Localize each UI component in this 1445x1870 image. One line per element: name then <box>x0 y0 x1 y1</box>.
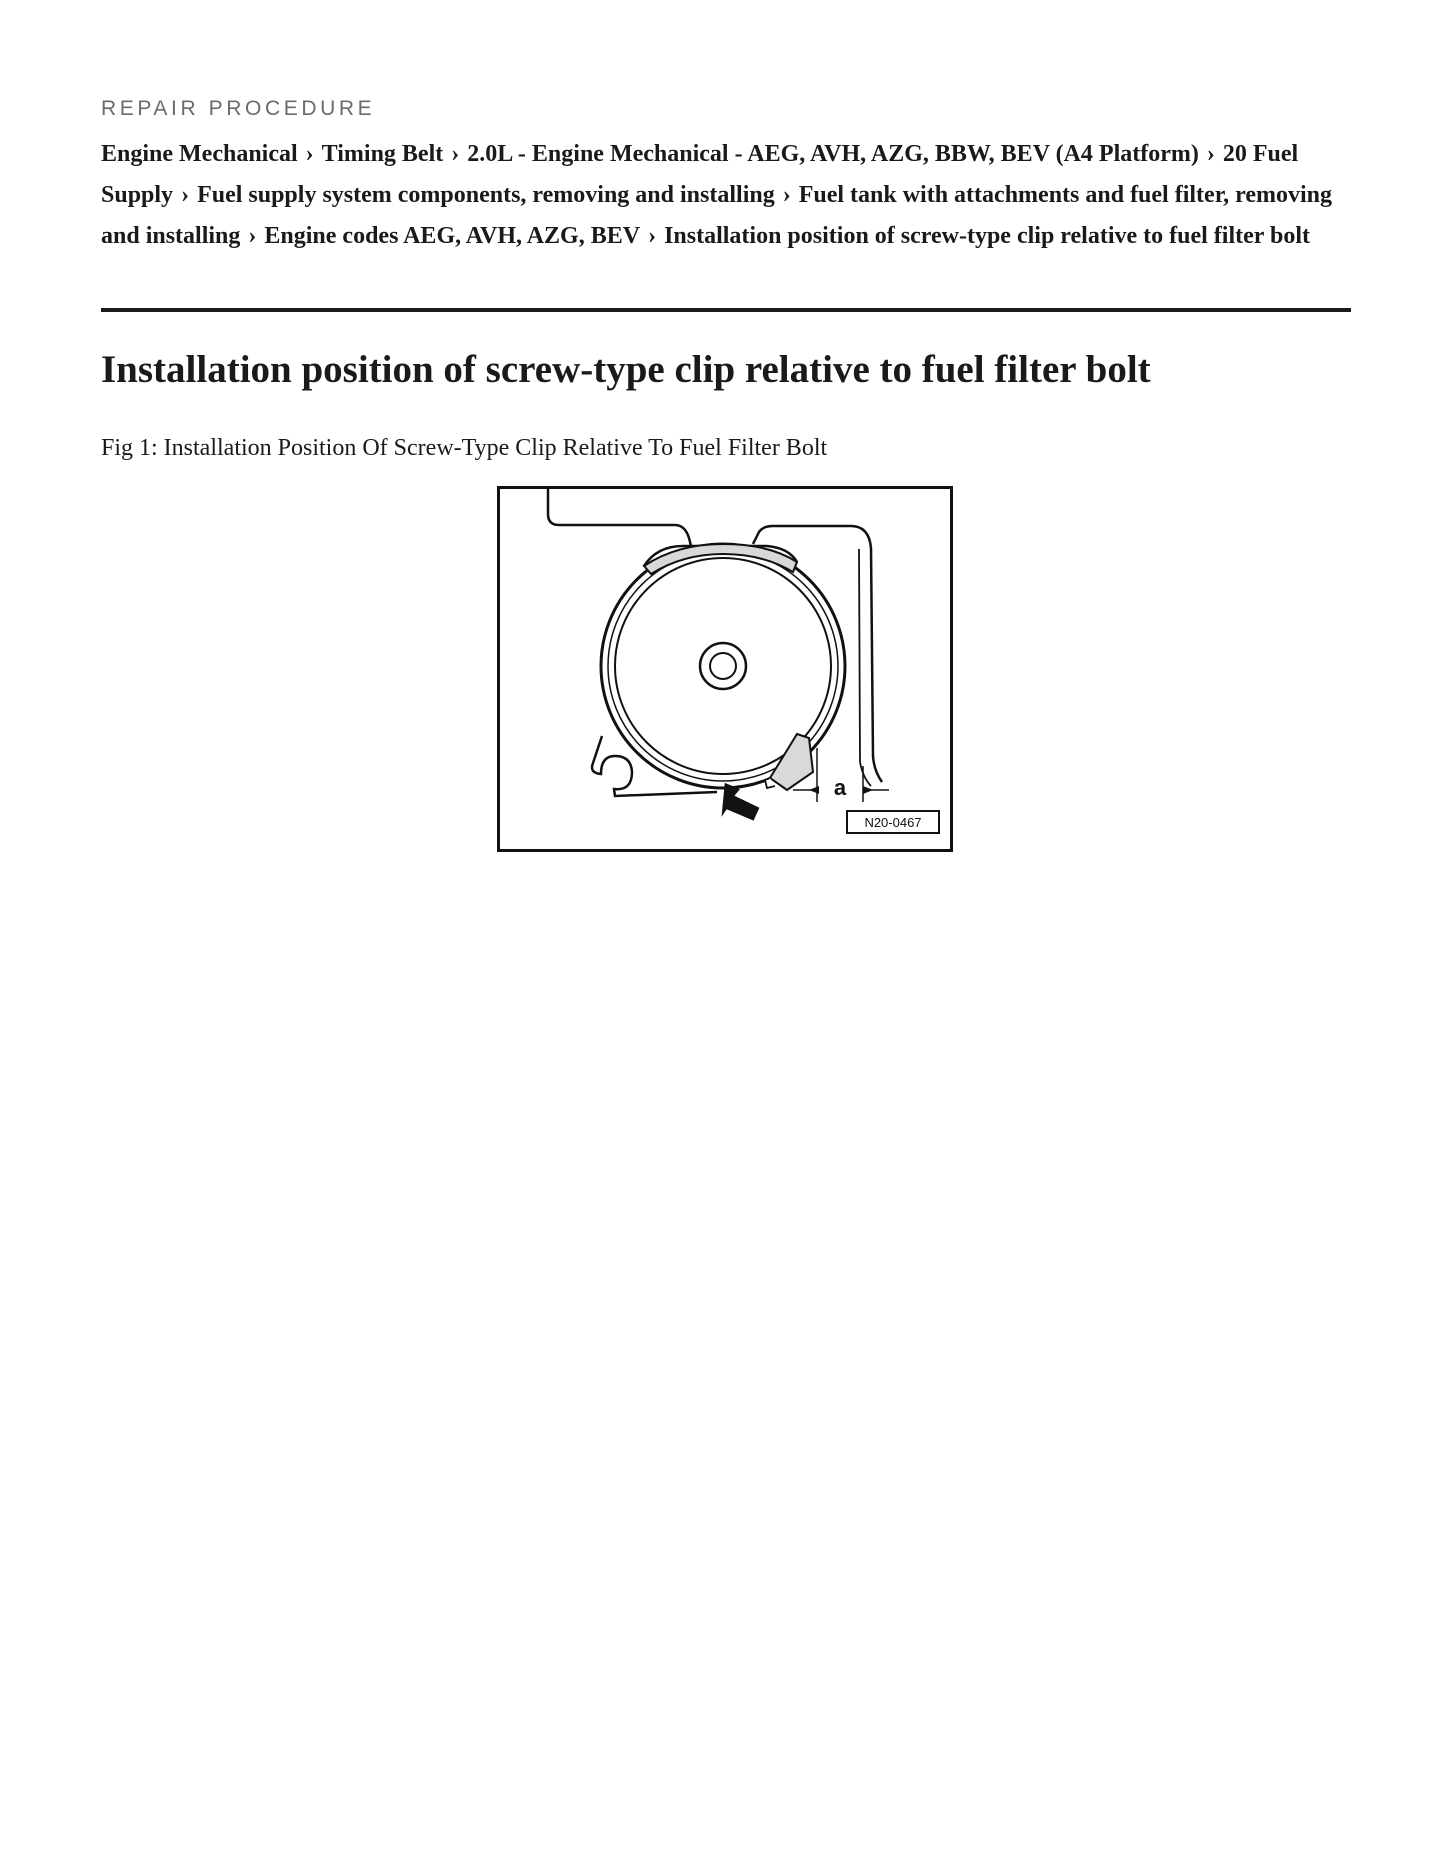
breadcrumb-separator: › <box>642 223 663 249</box>
breadcrumb-item[interactable]: 2.0L - Engine Mechanical - AEG, AVH, AZG, BBW, BEV (A4 Platform) <box>467 141 1199 167</box>
section-eyebrow: REPAIR PROCEDURE <box>101 97 376 120</box>
breadcrumb-separator: › <box>242 223 263 249</box>
breadcrumb-separator: › <box>445 141 466 167</box>
breadcrumb-separator: › <box>1200 141 1221 167</box>
diagram-svg <box>497 486 953 852</box>
filter-outlet-inner <box>710 653 736 679</box>
breadcrumb <box>101 134 1351 257</box>
breadcrumb-separator: › <box>299 141 320 167</box>
reference-code: N20-0467 <box>864 815 922 830</box>
dimension-label: a <box>833 775 847 800</box>
breadcrumb-separator: › <box>175 182 196 208</box>
fuel-filter-diagram <box>497 486 953 852</box>
breadcrumb-item[interactable]: Fuel supply system components, removing and installing <box>197 182 775 208</box>
breadcrumb-item[interactable]: Fuel tank with attachments and fuel filter, removing and installing <box>101 182 1333 249</box>
breadcrumb-item[interactable]: Engine Mechanical <box>101 141 298 167</box>
breadcrumb-current: Installation position of screw-type clip relative to fuel filter bolt <box>664 223 1310 249</box>
breadcrumb-item[interactable]: Engine codes AEG, AVH, AZG, BEV <box>264 223 641 249</box>
breadcrumb-item[interactable]: 20 Fuel Supply <box>101 141 1299 208</box>
breadcrumb-separator: › <box>776 182 797 208</box>
figure-caption: Fig 1: Installation Position Of Screw-Type Clip Relative To Fuel Filter Bolt <box>101 435 828 461</box>
page-title: Installation position of screw-type clip relative to fuel filter bolt <box>101 348 1151 391</box>
breadcrumb-item[interactable]: Timing Belt <box>321 141 444 167</box>
header-divider <box>101 308 1351 312</box>
